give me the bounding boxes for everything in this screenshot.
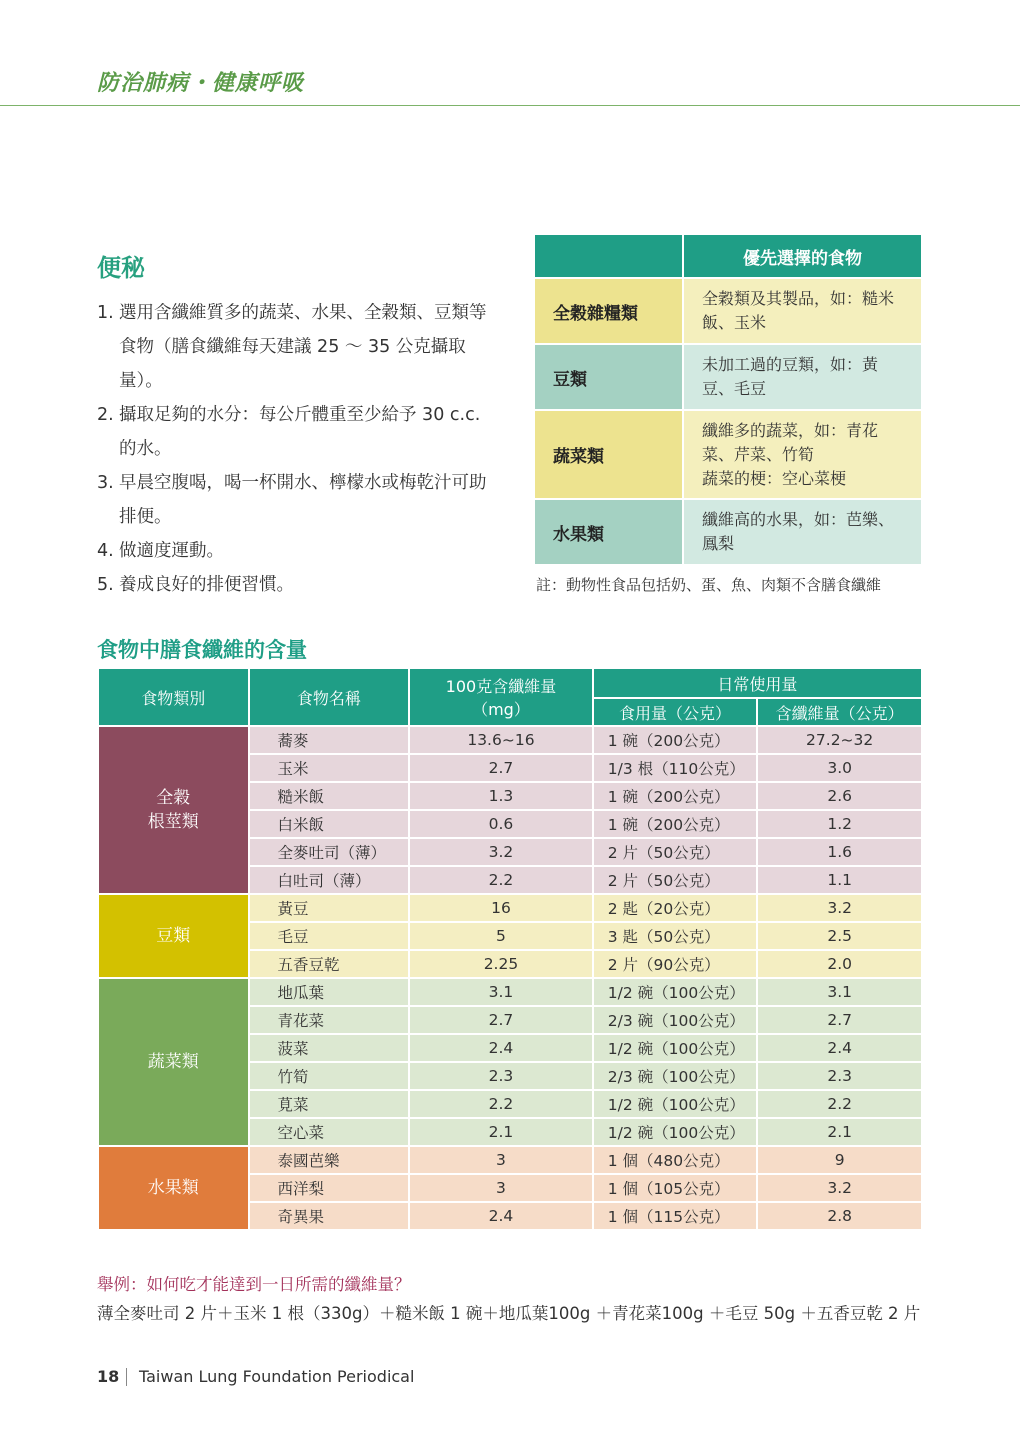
category-label-line: 全穀 [156, 788, 191, 808]
per100-cell: 3.2 [409, 838, 593, 866]
header-portion: 食用量（公克） [593, 698, 758, 726]
per100-cell: 0.6 [409, 810, 593, 838]
fiber-amount-cell: 2.2 [757, 1090, 922, 1118]
publication-name: Taiwan Lung Foundation Periodical [139, 1367, 415, 1386]
portion-cell: 1 碗（200公克） [593, 782, 758, 810]
per100-cell: 2.1 [409, 1118, 593, 1146]
preferred-desc-line: 纖維多的蔬菜，如：青花菜、芹菜、竹筍 [702, 420, 879, 464]
food-name-cell: 全麥吐司（薄） [249, 838, 410, 866]
preferred-category: 豆類 [534, 344, 683, 410]
constipation-tips-list [97, 296, 497, 602]
tip-item [97, 568, 497, 602]
portion-cell: 2 片（50公克） [593, 838, 758, 866]
constipation-title: 便秘 [97, 254, 145, 282]
header-per100-unit: （mg） [472, 700, 530, 719]
preferred-desc: 全穀類及其製品，如：糙米飯、玉米 [683, 278, 922, 344]
tip-text: 選用含纖維質多的蔬菜、水果、全穀類、豆類等食物（膳食纖維每天建議 25 ～ 35 公克攝取量）。 [119, 303, 487, 391]
tip-text: 早晨空腹喝，喝一杯開水、檸檬水或梅乾汁可助排便。 [119, 473, 487, 527]
food-name-cell: 竹筍 [249, 1062, 410, 1090]
tip-text: 養成良好的排便習慣。 [119, 575, 294, 595]
example-question: 舉例：如何吃才能達到一日所需的纖維量？ [97, 1275, 411, 1294]
header-food-name: 食物名稱 [249, 668, 410, 726]
food-name-cell: 五香豆乾 [249, 950, 410, 978]
food-name-cell: 莧菜 [249, 1090, 410, 1118]
footer-separator [126, 1368, 127, 1386]
per100-cell: 2.2 [409, 1090, 593, 1118]
food-name-cell: 白米飯 [249, 810, 410, 838]
category-cell: 水果類 [98, 1146, 249, 1230]
portion-cell: 1/2 碗（100公克） [593, 1118, 758, 1146]
table-row [98, 894, 922, 922]
category-cell: 蔬菜類 [98, 978, 249, 1146]
fiber-amount-cell: 3.1 [757, 978, 922, 1006]
portion-cell: 1/2 碗（100公克） [593, 1034, 758, 1062]
tip-number: 3. [97, 473, 114, 493]
portion-cell: 2 片（90公克） [593, 950, 758, 978]
tip-text: 攝取足夠的水分：每公斤體重至少給予 30 c.c. 的水。 [119, 405, 481, 459]
portion-cell: 2 片（50公克） [593, 866, 758, 894]
fiber-amount-cell: 3.2 [757, 1174, 922, 1202]
fiber-amount-cell: 1.1 [757, 866, 922, 894]
portion-cell: 1 個（480公克） [593, 1146, 758, 1174]
per100-cell: 3.1 [409, 978, 593, 1006]
fiber-amount-cell: 2.3 [757, 1062, 922, 1090]
preferred-note: 註：動物性食品包括奶、蛋、魚、肉類不含膳食纖維 [536, 576, 882, 594]
portion-cell: 1 碗（200公克） [593, 810, 758, 838]
preferred-desc: 未加工過的豆類，如：黃豆、毛豆 [683, 344, 922, 410]
tip-number: 4. [97, 541, 114, 561]
per100-cell: 13.6~16 [409, 726, 593, 754]
fiber-table-body [98, 726, 922, 1230]
preferred-header: 優先選擇的食物 [683, 234, 922, 278]
tip-text: 做適度運動。 [119, 541, 224, 561]
food-name-cell: 青花菜 [249, 1006, 410, 1034]
fiber-amount-cell: 2.7 [757, 1006, 922, 1034]
example-answer: 薄全麥吐司 2 片＋玉米 1 根（330g）＋糙米飯 1 碗＋地瓜葉100g ＋青花菜100g ＋毛豆 50g ＋五香豆乾 2 片 [97, 1304, 921, 1323]
per100-cell: 3 [409, 1174, 593, 1202]
fiber-amount-cell: 2.1 [757, 1118, 922, 1146]
per100-cell: 3 [409, 1146, 593, 1174]
fiber-amount-cell: 2.6 [757, 782, 922, 810]
food-name-cell: 空心菜 [249, 1118, 410, 1146]
food-name-cell: 西洋梨 [249, 1174, 410, 1202]
food-name-cell: 糙米飯 [249, 782, 410, 810]
preferred-desc: 纖維高的水果，如：芭樂、鳳梨 [683, 499, 922, 565]
category-label-line: 根莖類 [147, 812, 199, 832]
food-name-cell: 白吐司（薄） [249, 866, 410, 894]
tip-item [97, 398, 497, 466]
tip-item [97, 534, 497, 568]
fiber-amount-cell: 3.2 [757, 894, 922, 922]
tip-number: 5. [97, 575, 114, 595]
per100-cell: 2.3 [409, 1062, 593, 1090]
fiber-amount-cell: 3.0 [757, 754, 922, 782]
tip-item [97, 296, 497, 398]
fiber-amount-cell: 2.4 [757, 1034, 922, 1062]
preferred-category: 水果類 [534, 499, 683, 565]
table-row [98, 1146, 922, 1174]
per100-cell: 2.2 [409, 866, 593, 894]
fiber-amount-cell: 2.5 [757, 922, 922, 950]
portion-cell: 1/2 碗（100公克） [593, 978, 758, 1006]
fiber-content-table [97, 667, 923, 1231]
portion-cell: 1 碗（200公克） [593, 726, 758, 754]
fiber-amount-cell: 2.0 [757, 950, 922, 978]
food-name-cell: 黃豆 [249, 894, 410, 922]
portion-cell: 1 個（105公克） [593, 1174, 758, 1202]
category-cell [98, 726, 249, 894]
food-name-cell: 泰國芭樂 [249, 1146, 410, 1174]
tip-item [97, 466, 497, 534]
food-name-cell: 玉米 [249, 754, 410, 782]
header-per100-label: 100克含纖維量 [445, 677, 557, 696]
preferred-desc [683, 410, 922, 499]
header-category: 食物類別 [98, 668, 249, 726]
header-content: 含纖維量（公克） [757, 698, 922, 726]
food-name-cell: 奇異果 [249, 1202, 410, 1230]
per100-cell: 1.3 [409, 782, 593, 810]
header-per100 [409, 668, 593, 726]
preferred-header-blank [534, 234, 683, 278]
page-number: 18 [97, 1367, 120, 1386]
preferred-desc-line: 蔬菜的梗：空心菜梗 [702, 468, 847, 488]
preferred-category: 全穀雜糧類 [534, 278, 683, 344]
per100-cell: 5 [409, 922, 593, 950]
fiber-amount-cell: 27.2~32 [757, 726, 922, 754]
portion-cell: 2/3 碗（100公克） [593, 1006, 758, 1034]
portion-cell: 1/3 根（110公克） [593, 754, 758, 782]
header-divider [0, 105, 1020, 106]
preferred-category: 蔬菜類 [534, 410, 683, 499]
portion-cell: 2 匙（20公克） [593, 894, 758, 922]
food-name-cell: 菠菜 [249, 1034, 410, 1062]
per100-cell: 2.4 [409, 1202, 593, 1230]
fiber-amount-cell: 9 [757, 1146, 922, 1174]
fiber-amount-cell: 1.2 [757, 810, 922, 838]
header-title: 防治肺病・健康呼吸 [97, 70, 305, 96]
food-name-cell: 蕎麥 [249, 726, 410, 754]
preferred-foods-table [533, 233, 923, 566]
tip-number: 1. [97, 303, 114, 323]
tip-number: 2. [97, 405, 114, 425]
per100-cell: 16 [409, 894, 593, 922]
portion-cell: 2/3 碗（100公克） [593, 1062, 758, 1090]
per100-cell: 2.4 [409, 1034, 593, 1062]
per100-cell: 2.7 [409, 1006, 593, 1034]
per100-cell: 2.25 [409, 950, 593, 978]
food-name-cell: 毛豆 [249, 922, 410, 950]
portion-cell: 1 個（115公克） [593, 1202, 758, 1230]
portion-cell: 3 匙（50公克） [593, 922, 758, 950]
fiber-table-title: 食物中膳食纖維的含量 [97, 638, 307, 662]
header-daily: 日常使用量 [593, 668, 922, 698]
table-row [98, 726, 922, 754]
fiber-amount-cell: 1.6 [757, 838, 922, 866]
category-cell: 豆類 [98, 894, 249, 978]
per100-cell: 2.7 [409, 754, 593, 782]
table-row [98, 978, 922, 1006]
food-name-cell: 地瓜葉 [249, 978, 410, 1006]
portion-cell: 1/2 碗（100公克） [593, 1090, 758, 1118]
fiber-amount-cell: 2.8 [757, 1202, 922, 1230]
